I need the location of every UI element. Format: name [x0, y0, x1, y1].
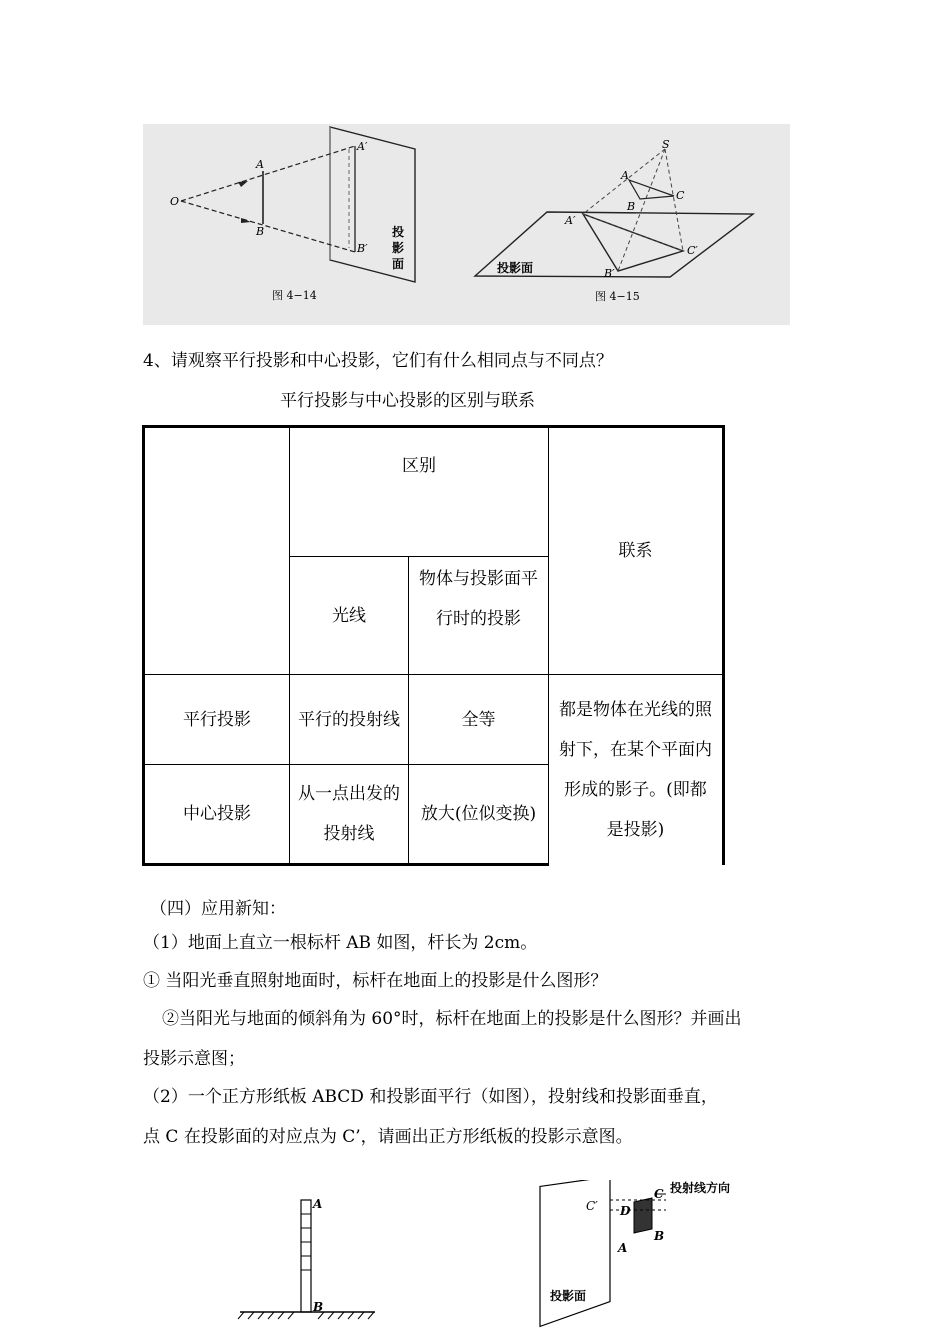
subheader-light: 光线 [290, 557, 409, 675]
label-s: S [662, 138, 670, 151]
label-b-2: B [627, 200, 636, 213]
pole-figure [238, 1197, 375, 1319]
label-a-prime: A′ [357, 140, 368, 153]
plane-char-3: 面 [392, 257, 405, 271]
projection-plane-label: 投影面 [550, 1289, 587, 1303]
row-central-light [290, 765, 409, 865]
question-1a: ① 当阳光垂直照射地面时，标杆在地面上的投影是什么图形？ [143, 971, 608, 991]
label-o: O [170, 195, 180, 208]
label-b-bottom: B [654, 1229, 665, 1243]
label-b: B [256, 225, 265, 238]
caption-4-14: 图 4−14 [272, 289, 317, 302]
label-b-prime: B′ [357, 242, 368, 255]
label-a-2: A [621, 169, 629, 182]
row-parallel-light: 平行的投射线 [290, 675, 409, 765]
plane-char-1: 投 [392, 225, 405, 239]
subheader-parallel-shadow [409, 557, 549, 675]
pole-label-b: B [313, 1300, 324, 1314]
label-c-bottom: C [654, 1187, 664, 1201]
subheader-parallel-line-1: 物体与投影面平 [419, 569, 538, 589]
link-line-2: 射下，在某个平面内 [559, 739, 712, 760]
pole-label-a: A [313, 1197, 323, 1211]
row-central-light-line-1: 从一点出发的 [298, 784, 400, 804]
row-parallel-shadow: 全等 [409, 675, 549, 765]
label-c-prime-bottom: C′ [586, 1199, 598, 1213]
caption-4-15: 图 4−15 [595, 290, 640, 303]
label-c-prime: C′ [687, 244, 698, 257]
comparison-table [142, 425, 725, 866]
link-line-1: 都是物体在光线的照 [559, 699, 712, 720]
label-b-prime-2: B′ [604, 267, 615, 280]
label-a-prime-2: A′ [565, 214, 576, 227]
header-link: 联系 [549, 427, 724, 675]
row-central-name: 中心投影 [144, 765, 290, 865]
table-title: 平行投影与中心投影的区别与联系 [280, 391, 535, 411]
link-line-3: 形成的影子。(即都 [564, 779, 707, 800]
projection-direction-label: 投射线方向 [670, 1181, 731, 1195]
plane-char-2: 影 [392, 241, 405, 255]
section-4-heading: （四）应用新知： [150, 899, 286, 919]
question-2-line-1: （2）一个正方形纸板 ABCD 和投影面平行（如图），投射线和投影面垂直， [143, 1087, 718, 1107]
link-text [549, 675, 724, 865]
header-diff: 区别 [290, 427, 549, 557]
row-parallel-name: 平行投影 [144, 675, 290, 765]
label-a-bottom: A [618, 1241, 628, 1255]
square-projection-figure [540, 1180, 730, 1326]
question-1b-line-1: ②当阳光与地面的倾斜角为 60°时，标杆在地面上的投影是什么图形？并画出 [162, 1009, 742, 1029]
question-1b-line-2: 投影示意图； [143, 1049, 245, 1069]
question-4: 4、请观察平行投影和中心投影，它们有什么相同点与不同点？ [143, 351, 613, 371]
corner-cell [144, 427, 290, 675]
link-line-4: 是投影) [606, 819, 665, 840]
label-d-bottom: D [620, 1204, 631, 1218]
question-2-line-2: 点 C 在投影面的对应点为 C’，请画出正方形纸板的投影示意图。 [143, 1127, 633, 1147]
row-central-shadow: 放大(位似变换) [409, 765, 549, 865]
figure-bottom [230, 1180, 790, 1340]
label-c: C [676, 189, 685, 202]
row-central-light-line-2: 投射线 [323, 824, 375, 844]
figure-projection-4-14-4-15 [143, 124, 790, 325]
question-1: （1）地面上直立一根标杆 AB 如图，杆长为 2cm。 [143, 933, 538, 953]
subheader-parallel-line-2: 行时的投影 [436, 609, 521, 629]
plane-label: 投影面 [497, 261, 534, 275]
label-a: A [256, 158, 264, 171]
